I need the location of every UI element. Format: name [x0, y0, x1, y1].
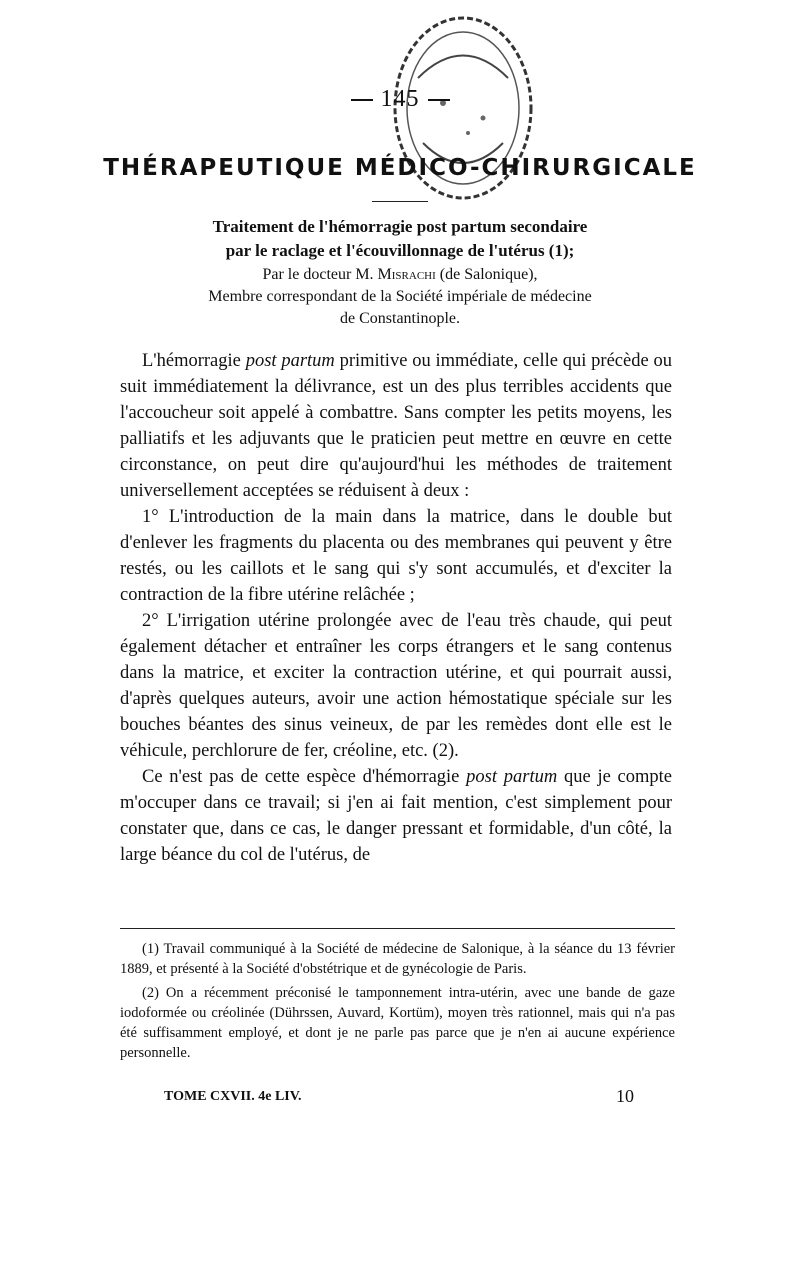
footnote-2: (2) On a récemment préconisé le tamponnement intra-utérin, avec une bande de gaze iodoformée ou créolinée (Dührssen, Auvard, Kortüm), moyen très rationnel, mais qui n'a pas été suffisamment employé, et dont je ne parle pas parce que je n'en ai aucune expérience personnelle.: [120, 985, 675, 1061]
page-number-text: 145: [380, 86, 420, 112]
author-suffix: (de Salonique),: [435, 266, 538, 283]
article-title-line-2: par le raclage et l'écouvillonnage de l'utérus (1);: [225, 241, 575, 260]
paragraph-3: 2° L'irrigation utérine prolongée avec de l'eau très chaude, qui peut également détacher et entraîner les corps étrangers et le sang contenus dans la matrice, et exciter la contraction utérine, et qui pourrait aussi, d'après quelques auteurs, avoir une action hémostatique spéciale sur les bouches béantes des sinus veineux, de par les remèdes dont elle est le véhicule, perchlorure de fer, créoline, etc. (2).: [120, 611, 672, 761]
p4-start: Ce n'est pas de cette espèce d'hémorragie: [142, 767, 467, 787]
article-title: [100, 215, 700, 263]
paragraph-2: 1° L'introduction de la main dans la matrice, dans le double but d'enlever les fragments du placenta ou des membranes qui peuvent y être restés, ou les caillots et le sang qui s'y sont accumulés, et d'exciter la contraction de la fibre utérine relâchée ;: [120, 507, 672, 605]
footnote-rule: [120, 928, 675, 929]
sheet-number: 10: [616, 1086, 634, 1106]
p1-rest: primitive ou immédiate, celle qui précède ou suit immédiatement la délivrance, est un des plus terribles accidents que l'accoucheur soit appelé à combattre. Sans compter les petits moyens, les palliatifs et les adjuvants que le praticien peut mettre en œuvre en cette circonstance, on peut dire qu'aujourd'hui les méthodes de traitement universellement acceptées se réduisent à deux :: [120, 351, 672, 501]
affiliation-line-2: de Constantinople.: [340, 310, 460, 327]
heading-rule: [372, 201, 428, 202]
affiliation-line-1: Membre correspondant de la Société impériale de médecine: [208, 288, 592, 305]
p1-italic: post partum: [245, 351, 335, 371]
paragraph-4: [120, 764, 672, 868]
footnotes: [120, 928, 675, 1067]
volume-signature: TOME CXVII. 4e LIV.: [164, 1089, 302, 1104]
section-heading: THÉRAPEUTIQUE MÉDICO-CHIRURGICALE: [103, 155, 697, 181]
article-title-line-1: Traitement de l'hémorragie post partum secondaire: [212, 217, 588, 236]
dash-right: [428, 99, 450, 101]
p4-rest: que je compte m'occuper dans ce travail; si j'en ai fait mention, c'est simplement pour constater que, dans ce cas, le danger pressant et formidable, d'un côté, la large béance du col de l'utérus, de: [120, 767, 673, 865]
p1-start: L'hémorragie: [142, 351, 246, 371]
author-prefix: Par le docteur M.: [262, 266, 378, 283]
author-line: [100, 264, 700, 286]
p4-italic: post partum: [466, 767, 558, 787]
page-number: [0, 86, 800, 113]
signature-line: [164, 1086, 634, 1107]
dash-left: [351, 99, 373, 101]
footnote-1: (1) Travail communiqué à la Société de médecine de Salonique, à la séance du 13 février 1889, et présenté à la Société d'obstétrique et de gynécologie de Paris.: [120, 941, 675, 977]
paragraph-1: [120, 348, 672, 504]
author-name: Misrachi: [377, 266, 436, 283]
byline: [100, 264, 700, 330]
article-body: [120, 348, 672, 868]
